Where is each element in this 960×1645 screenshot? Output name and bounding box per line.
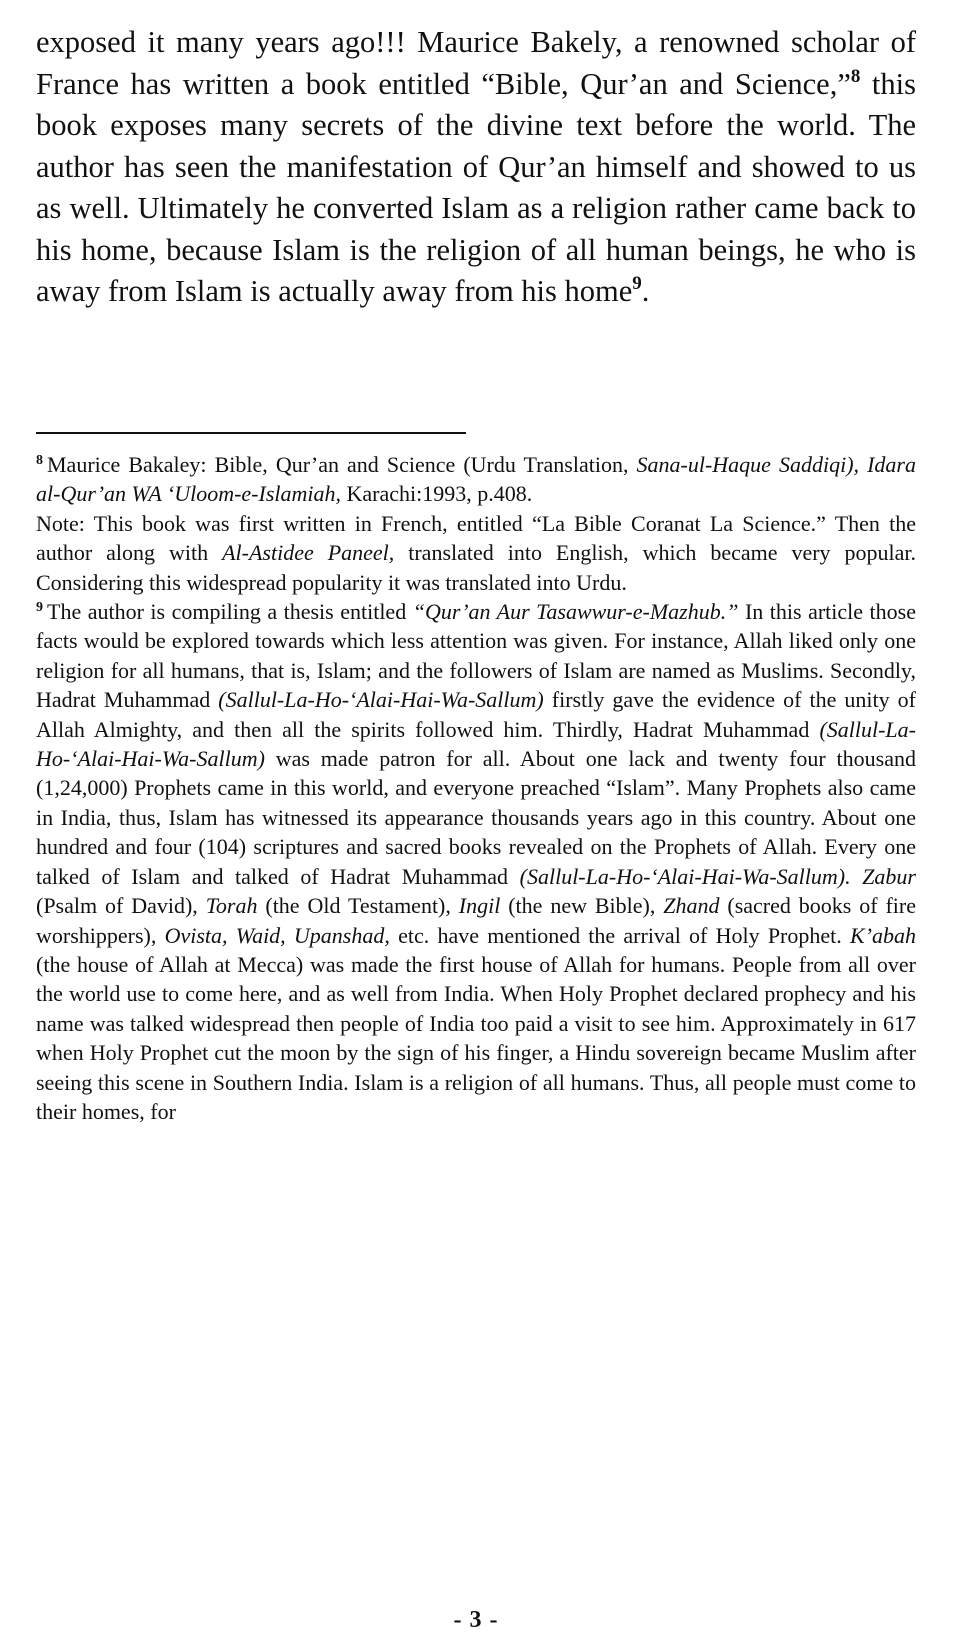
footnote-italic: (Sallul-La-Ho-‘Alai-Hai-Wa-Sallum) bbox=[218, 687, 544, 713]
footnote-citation-italic: Sana-ul-Haque Saddiqi), Idara al-Qur’an WA ‘Uloom-e-Islamiah, bbox=[36, 452, 916, 507]
footnote-italic: (Sallul-La-Ho-‘Alai-Hai-Wa-Sallum) bbox=[36, 716, 916, 772]
body-text-part-2: this book exposes many secrets of the divine text before the world. The author has seen the manifestation of Qur’an himself and showed to us as well. Ultimately he converted Islam as a religion rather came back to his home, because Islam is the religion of all human beings, he who is away from Islam is actually away from his home bbox=[36, 66, 916, 308]
footnote-italic: (Sallul-La-Ho-‘Alai-Hai-Wa-Sallum). Zabur bbox=[519, 863, 916, 889]
footnote-marker: 8 bbox=[36, 453, 43, 468]
footnote-text: (the house of Allah at Mecca) was made the first house of Allah for humans. People from all over the world use to come here, and as well from India. When Holy Prophet declared prophecy and his name was talked widespread then people of India too paid a visit to see him. Approximately in 617 when Holy Prophet cut the moon by the sign of his finger, a Hindu sovereign became Muslim after seeing this scene in Southern India. Islam is a religion of all humans. Thus, all people must come to their homes, for bbox=[36, 951, 916, 1124]
body-text-part-1: exposed it many years ago!!! Maurice Bakely, a renowned scholar of France has written a book entitled “Bible, Qur’an and Science,” bbox=[36, 25, 916, 101]
footnote-9 bbox=[36, 597, 916, 1126]
footnote-text: (Psalm of David), bbox=[36, 893, 206, 919]
footnote-text: The author is compiling a thesis entitled bbox=[47, 599, 413, 625]
footnote-text: (the new Bible), bbox=[500, 893, 664, 919]
footnote-italic: Ovista, Waid, Upanshad, bbox=[164, 922, 390, 948]
footnote-italic: Ingil bbox=[458, 893, 501, 919]
footnote-marker: 9 bbox=[36, 600, 43, 616]
footnote-reference-8[interactable]: 8 bbox=[850, 65, 861, 87]
footnote-italic: “Qur’an Aur Tasawwur-e-Mazhub.” bbox=[412, 599, 739, 625]
note-italic: Al-Astidee Paneel, bbox=[222, 540, 395, 566]
footnote-italic: Torah bbox=[205, 893, 258, 919]
footnote-text: was made patron for all. About one lack and twenty four thousand (1,24,000) Prophets came in this world, and everyone preached “Islam”. Many Prophets also came in India, thus, Islam has witnessed its appearance thousands years ago in this country. About one hundred and four (104) scriptures and sacred books revealed on the Prophets of Allah. Every one talked of Islam and talked of Hadrat Muhammad bbox=[36, 746, 916, 889]
footnote-8 bbox=[36, 450, 916, 509]
footnote-text: (the Old Testament), bbox=[257, 893, 459, 919]
footnote-citation-end: Karachi:1993, p.408. bbox=[341, 481, 533, 507]
footnote-text: In this article those facts would be explored towards which less attention was given. For instance, Allah liked only one religion for all humans, that is, Islam; and the followers of Islam are named as Muslims. Secondly, Hadrat Muhammad bbox=[36, 599, 916, 713]
footnote-citation-text: Maurice Bakaley: Bible, Qur’an and Science (Urdu Translation, bbox=[47, 452, 637, 477]
page-number: - 3 - bbox=[453, 1607, 499, 1633]
footnote-italic: K’abah bbox=[849, 922, 916, 948]
footnote-text: firstly gave the evidence of the unity of Allah Almighty, and then all the spirits followed him. Thirdly, Hadrat Muhammad bbox=[36, 687, 916, 742]
note-text-start: Note: This book was first written in French, entitled “La Bible Coranat La Science.” Then the author along with bbox=[36, 510, 916, 566]
note-text-end: translated into English, which became very popular. Considering this widespread popularity it was translated into Urdu. bbox=[36, 540, 917, 595]
document-page bbox=[36, 22, 917, 1633]
footnote-text: (sacred books of fire worshippers), bbox=[36, 893, 916, 948]
footnote-separator bbox=[36, 432, 466, 434]
body-paragraph bbox=[36, 22, 916, 313]
body-text-part-3: . bbox=[641, 274, 650, 308]
footnotes-section bbox=[36, 450, 916, 1126]
footnote-italic: Zhand bbox=[663, 893, 720, 919]
footnote-text: etc. have mentioned the arrival of Holy Prophet. bbox=[389, 922, 850, 948]
footnote-8-note bbox=[36, 509, 916, 597]
footnote-reference-9[interactable]: 9 bbox=[632, 273, 642, 294]
